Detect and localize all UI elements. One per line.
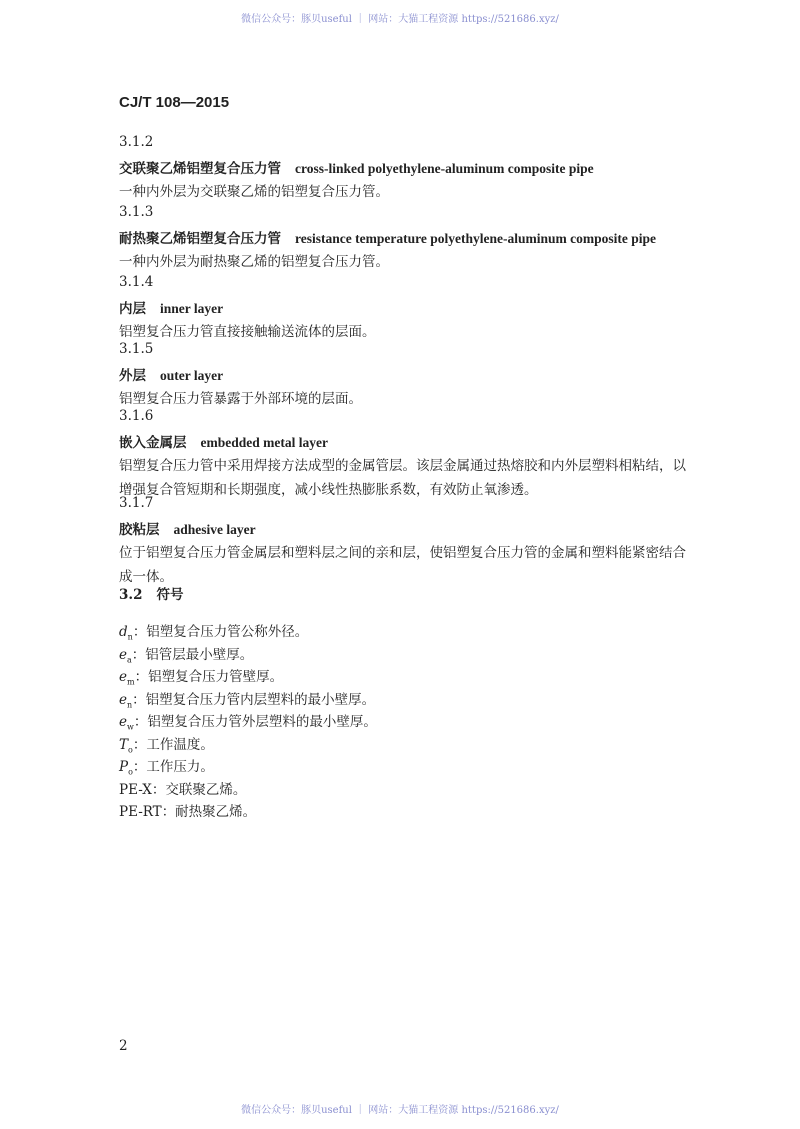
term-definition: 位于铝塑复合压力管金属层和塑料层之间的亲和层，使铝塑复合压力管的金属和塑料能紧密结合 <box>119 545 686 561</box>
term-definition: 一种内外层为耐热聚乙烯的铝塑复合压力管。 <box>119 254 389 270</box>
term-definition: 铝塑复合压力管直接接触输送流体的层面。 <box>119 324 376 340</box>
symbol-item: $P_o$：工作压力。 <box>119 759 214 777</box>
term-title: 嵌入金属层 embedded metal layer <box>119 435 328 451</box>
symbol-item: PE-RT：耐热聚乙烯。 <box>119 804 257 820</box>
term-title: 耐热聚乙烯铝塑复合压力管 resistance temperature polyethylene-aluminum composite pipe <box>119 231 656 247</box>
term-definition: 铝塑复合压力管中采用焊接方法成型的金属管层。该层金属通过热熔胶和内外层塑料相粘结，以 <box>119 458 686 474</box>
term-definition: 铝塑复合压力管暴露于外部环境的层面。 <box>119 391 362 407</box>
page-number: 2 <box>119 1038 128 1054</box>
term-number: 3.1.3 <box>119 204 154 220</box>
term-definition: 成一体。 <box>119 569 173 585</box>
symbol-item: $T_o$：工作温度。 <box>119 736 214 755</box>
watermark-bottom: 微信公众号：豚贝useful ｜ 网站：大猫工程资源 https://521686.xyz/ <box>241 1105 559 1116</box>
term-title: 外层 outer layer <box>119 368 224 384</box>
term-number: 3.1.6 <box>119 408 154 424</box>
term-number: 3.1.2 <box>119 134 154 150</box>
watermark-top: 微信公众号：豚贝useful ｜ 网站：大猫工程资源 https://521686.xyz/ <box>241 14 559 25</box>
symbol-item: $e_a$：铝管层最小壁厚。 <box>119 646 254 665</box>
term-number: 3.1.7 <box>119 495 154 511</box>
symbol-item: $e_n$：铝塑复合压力管内层塑料的最小壁厚。 <box>119 691 376 710</box>
term-number: 3.1.4 <box>119 274 154 290</box>
standard-header: CJ/T 108—2015 <box>119 94 230 111</box>
symbol-item: $e_m$：铝塑复合压力管壁厚。 <box>119 669 284 687</box>
symbol-item: $e_w$：铝塑复合压力管外层塑料的最小壁厚。 <box>119 714 377 732</box>
term-title: 交联聚乙烯铝塑复合压力管 cross-linked polyethylene-aluminum composite pipe <box>119 161 594 177</box>
term-title: 胶粘层 adhesive layer <box>119 522 256 538</box>
symbol-item: $d_n$：铝塑复合压力管公称外径。 <box>119 624 309 642</box>
term-definition: 增强复合管短期和长期强度，减小线性热膨胀系数，有效防止氧渗透。 <box>119 482 538 498</box>
section-heading: 3.2 符号 <box>119 587 184 603</box>
term-title: 内层 inner layer <box>119 301 224 317</box>
term-number: 3.1.5 <box>119 341 154 357</box>
term-definition: 一种内外层为交联聚乙烯的铝塑复合压力管。 <box>119 184 389 200</box>
symbol-item: PE-X：交联聚乙烯。 <box>119 781 247 798</box>
